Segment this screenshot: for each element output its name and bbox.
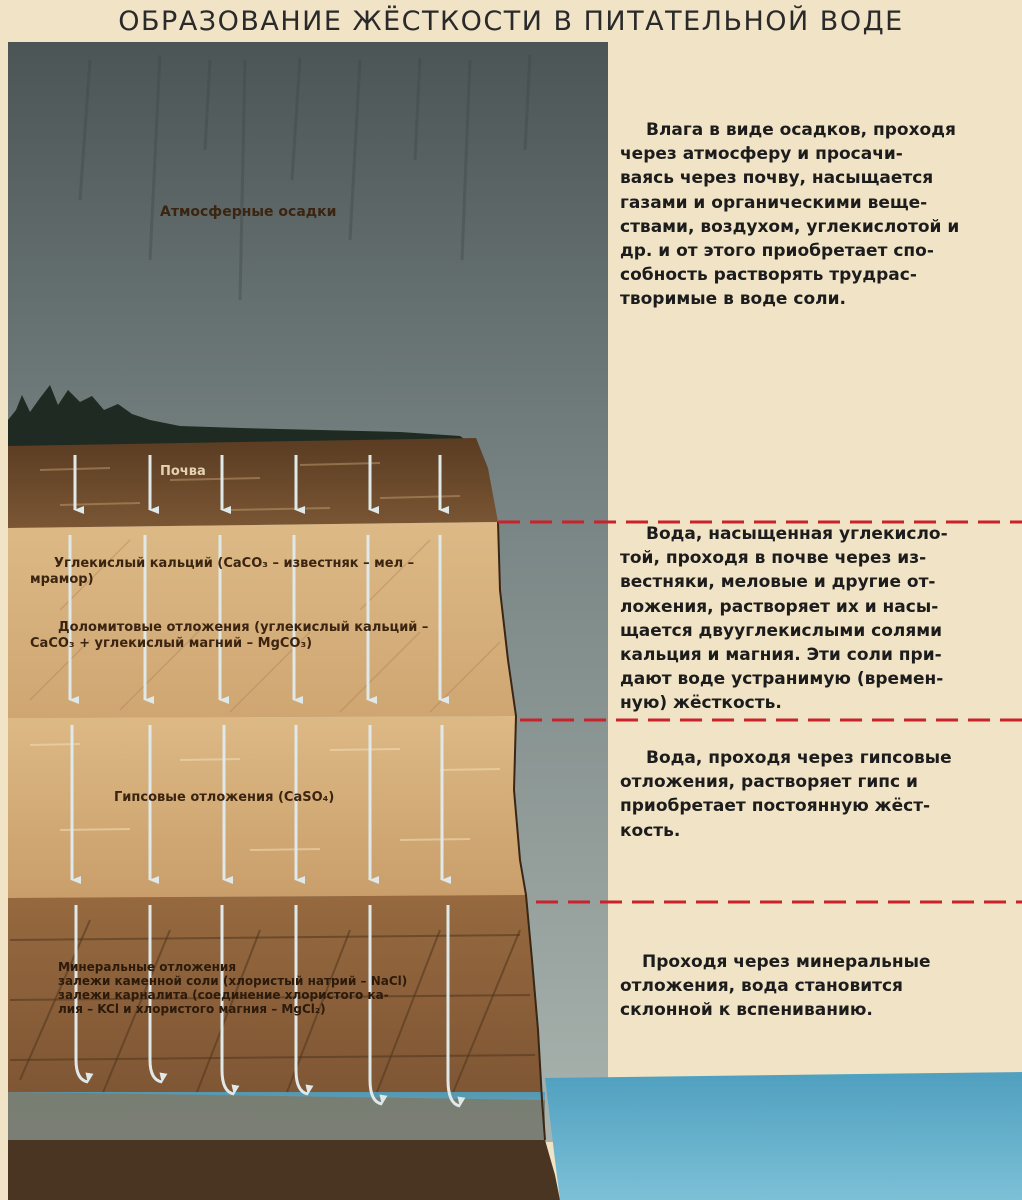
label-dolomite-line-2: CaCO₃ + углекислый магний – MgCO₃)	[30, 636, 313, 651]
desc-lime-line-4: ложения, растворяет их и насы-	[620, 596, 939, 617]
desc-min-line-3: склонной к вспениванию.	[620, 1000, 873, 1021]
label-soil: Почва	[160, 464, 206, 479]
label-mineral-line-4: лия – KCl и хлористого магния – MgCl₂)	[58, 1002, 326, 1016]
bedrock-layer	[8, 1140, 560, 1200]
label-dolomite	[30, 620, 490, 652]
label-dolomite-line-1: Доломитовые отложения (углекислый кальций –	[58, 620, 429, 635]
desc-lime-line-1: Вода, насыщенная углекисло-	[646, 524, 948, 544]
label-atmosphere: Атмосферные осадки	[160, 204, 337, 220]
label-limestone-line-2: мрамор)	[30, 572, 94, 587]
description-mineral	[620, 950, 970, 1023]
desc-atm-line-3: ваясь через почву, насыщается	[620, 168, 934, 189]
desc-lime-line-3: вестняки, меловые и другие от-	[620, 572, 936, 593]
desc-min-line-1: Проходя через минеральные	[642, 952, 931, 972]
desc-min-line-2: отложения, вода становится	[620, 976, 903, 997]
label-limestone	[30, 556, 490, 588]
gypsum-layer	[8, 716, 526, 898]
desc-atm-line-7: собность растворять трудрас-	[620, 265, 917, 286]
description-atmosphere	[620, 118, 970, 312]
desc-lime-line-2: той, проходя в почве через из-	[620, 548, 927, 569]
soil-layer	[8, 438, 498, 528]
label-mineral	[58, 960, 498, 1016]
label-mineral-line-1: Минеральные отложения	[58, 960, 237, 974]
desc-gyp-line-1: Вода, проходя через гипсовые	[646, 748, 952, 768]
desc-atm-line-6: др. и от этого приобретает спо-	[620, 241, 934, 262]
desc-atm-line-5: ствами, воздухом, углекислотой и	[620, 216, 960, 237]
desc-atm-line-8: творимые в воде соли.	[620, 289, 846, 310]
desc-gyp-line-3: приобретает постоянную жёст-	[620, 796, 931, 817]
desc-lime-line-6: кальция и магния. Эти соли при-	[620, 645, 942, 666]
desc-lime-line-5: щается двууглекислыми солями	[620, 620, 943, 641]
desc-atm-line-1: Влага в виде осадков, проходя	[646, 120, 956, 140]
label-mineral-line-3: залежи карналита (соединение хлористого ка-	[58, 988, 389, 1002]
desc-lime-line-8: ную) жёсткость.	[620, 693, 782, 714]
sea-water	[545, 1072, 1022, 1200]
desc-gyp-line-2: отложения, растворяет гипс и	[620, 772, 918, 793]
desc-atm-line-4: газами и органическими веще-	[620, 192, 928, 213]
mineral-bottom-edge	[8, 1092, 545, 1140]
label-gypsum: Гипсовые отложения (CaSO₄)	[114, 790, 335, 805]
desc-gyp-line-4: кость.	[620, 820, 681, 841]
desc-atm-line-2: через атмосферу и просачи-	[620, 144, 903, 165]
description-gypsum	[620, 746, 970, 843]
desc-lime-line-7: дают воде устранимую (времен-	[620, 669, 944, 690]
description-limestone	[620, 522, 970, 716]
diagram-title: ОБРАЗОВАНИЕ ЖЁСТКОСТИ В ПИТАТЕЛЬНОЙ ВОДЕ	[118, 6, 904, 37]
label-mineral-line-2: залежи каменной соли (хлористый натрий – NaCl)	[58, 974, 408, 988]
label-limestone-line-1: Углекислый кальций (CaCO₃ – известняк – мел –	[54, 556, 415, 571]
